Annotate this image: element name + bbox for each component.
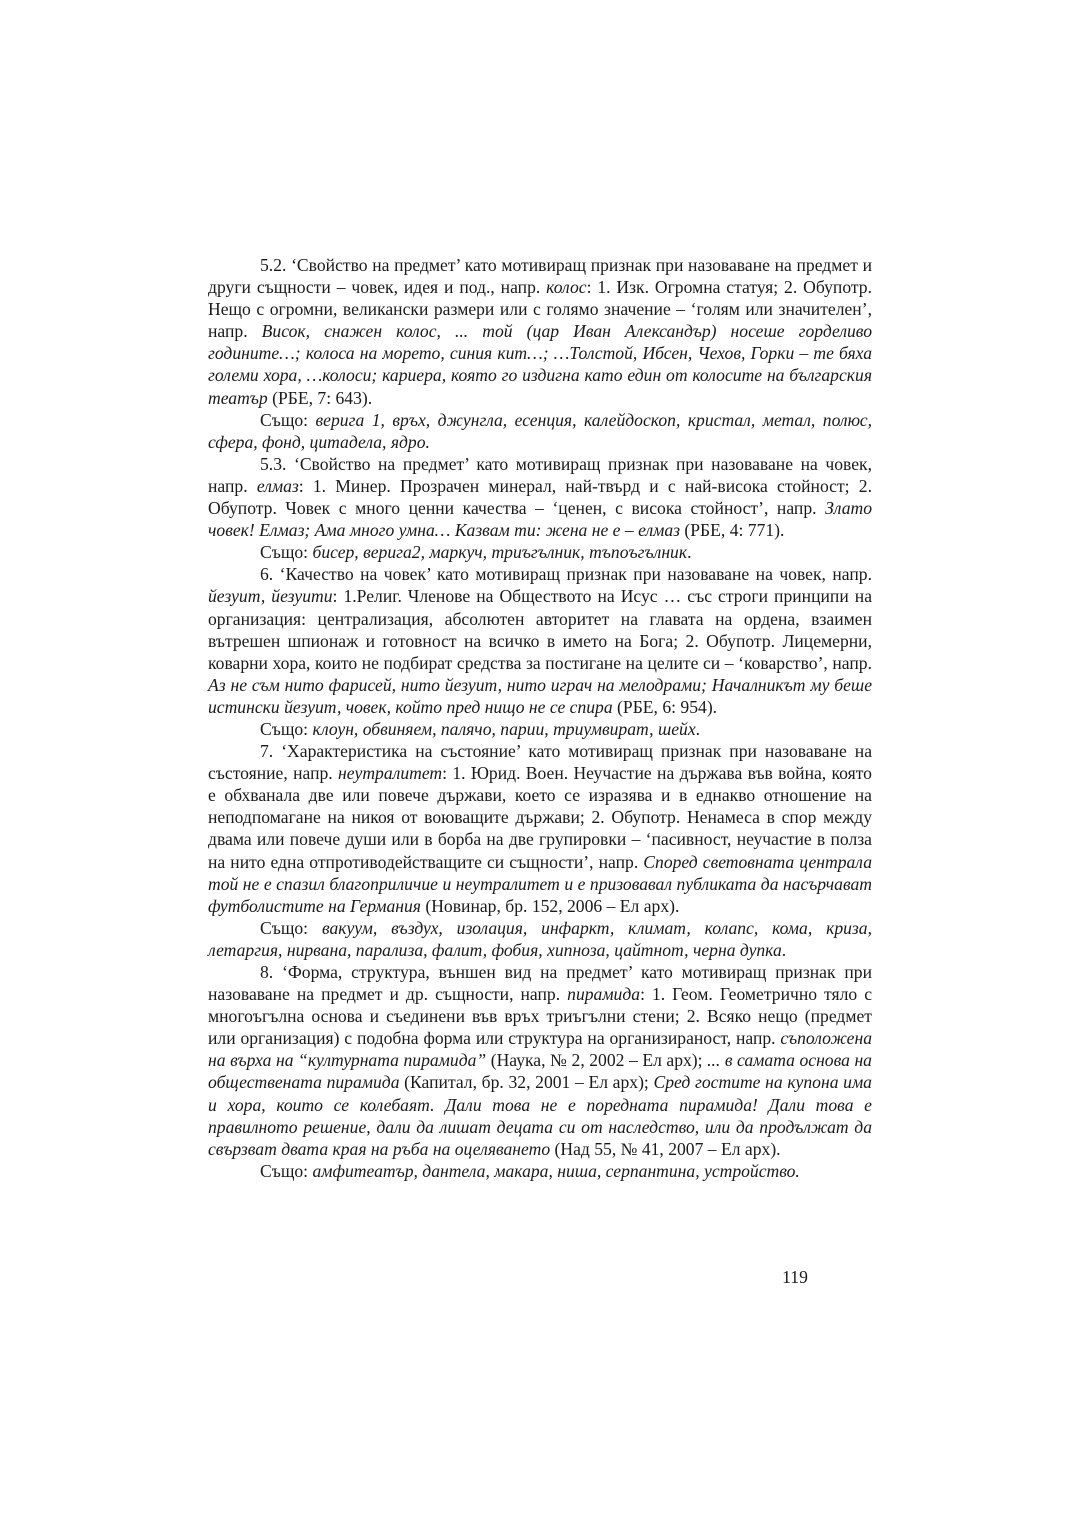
italic-text: колос	[546, 277, 587, 298]
italic-text: Злато човек! Елмаз; Ама много умна… Казвам ти: жена не е – елмаз	[208, 498, 872, 541]
paragraph-p-8	[208, 961, 872, 1160]
text-run: (Капитал, бр. 32, 2001 – Ел арх);	[399, 1072, 654, 1093]
italic-text: Аз не съм нито фарисей, нито йезуит, нито играч на мелодрами; Началникът му беше истински йезуит, човек, който пред нищо не се спира	[208, 674, 872, 717]
italic-text: неутралитет	[338, 763, 443, 784]
text-run: 8. ‘Форма, структура, външен вид на предмет’ като мотивиращ признак при назоваване на предмет и др. същности, напр.	[208, 962, 872, 1005]
paragraph-p-see-3	[208, 718, 872, 740]
paragraph-p-see-4	[208, 917, 872, 961]
text-run: Също:	[260, 409, 316, 430]
page-number: 119	[782, 1267, 808, 1287]
italic-text: ... в самата основа на обществената пирамида	[208, 1050, 872, 1093]
text-run: (Над 55, № 41, 2007 – Ел арх).	[550, 1138, 781, 1159]
italic-text: пирамида	[567, 984, 641, 1005]
text-run: 5.2. ‘Свойство на предмет’ като мотивиращ признак при назоваване на предмет и други същности – човек, идея и под., напр.	[208, 255, 872, 298]
paragraph-p-5-2	[208, 254, 872, 409]
text-run: (РБЕ, 7: 643).	[267, 387, 373, 408]
paragraph-p-see-1	[208, 409, 872, 453]
text-run: (РБЕ, 4: 771).	[680, 520, 785, 541]
italic-text: съположена на върха на “културната пирамида”	[208, 1028, 872, 1071]
text-run: : 1. Юрид. Воен. Неучастие на държава във война, която е обхванала две или повече държави, което се изразява и в еднакво отношение на неподпомагане на никоя от воюващите държави; 2. Обупотр. Ненамеса в спор между двама или повече души или в борба на две групировки – ‘пасивност, неучастие в полза на нито една отпротиводействащите си същности’, напр.	[208, 763, 872, 872]
text-run: : 1. Изк. Огромна статуя; 2. Обупотр. Нещо с огромни, великански размери или с голямо значение – ‘голям или значителен’, напр.	[208, 277, 872, 342]
text-run: : 1.Религ. Членове на Обществото на Исус … със строги принципи на организация: централизация, абсолютен авторитет на главата на ордена, взаимен вътрешен шпионаж и готовност на всичко в името на Бога; 2. Обупотр. Лицемерни, коварни хора, които не подбират средства за постигане на целите си – ‘коварство’, напр.	[208, 586, 873, 673]
text-run: (Новинар, бр. 152, 2006 – Ел арх).	[420, 895, 680, 916]
paragraph-p-see-5	[208, 1160, 872, 1182]
paragraph-p-6	[208, 563, 872, 718]
italic-text: клоун, обвиняем, палячо, парии, триумвират, шейх	[312, 718, 696, 739]
italic-text: йезуит, йезуити	[208, 586, 333, 607]
paragraph-p-7	[208, 740, 872, 917]
italic-text: Висок, снажен колос, ... той (цар Иван Александър) носеше горделиво годините…; колоса на морето, синия кит…; …Толстой, Ибсен, Чехов, Горки – те бяха големи хора, …колоси; кариера, която го издигна като един от колосите на българския театър	[208, 321, 872, 408]
paragraph-p-5-3	[208, 453, 872, 541]
text-run: .	[687, 542, 692, 563]
text-run: : 1. Минер. Прозрачен минерал, най-твърд и с най-висока стойност; 2. Обупотр. Човек с много ценни качества – ‘ценен, с висока стойност’, напр.	[208, 475, 872, 519]
text-run: Също:	[260, 1160, 313, 1181]
text-run: Също:	[260, 917, 322, 938]
text-run: 5.3. ‘Свойство на предмет’ като мотивиращ признак при назоваване на човек, напр.	[208, 453, 872, 496]
text-run: .	[781, 939, 787, 960]
text-run: 7. ‘Характеристика на състояние’ като мотивиращ признак при назоваване на състояние, напр.	[208, 741, 872, 784]
text-run: Също:	[260, 718, 313, 739]
text-run: .	[695, 718, 701, 739]
italic-text: вакуум, въздух, изолация, инфаркт, климат, колапс, кома, криза, летаргия, нирвана, парализа, фалит, фобия, хипноза, цайтнот, черна дупка	[208, 917, 872, 960]
paragraph-p-see-2	[208, 541, 872, 563]
italic-text: Според световната централа той не е спазил благоприличие и неутралитет и е призовавал публиката да насърчават футболистите на Германия	[208, 851, 872, 916]
text-run: (РБЕ, 6: 954).	[612, 696, 718, 717]
italic-text: бисер, верига2, маркуч, триъгълник, тъпоъгълник	[312, 542, 688, 563]
page-body	[208, 254, 872, 1182]
italic-text: амфитеатър, дантела, макара, ниша, серпантина, устройство.	[312, 1160, 800, 1181]
italic-text: верига 1, връх, джунгла, есенция, калейдоскоп, кристал, метал, полюс, сфера, фонд, цитадела, ядро.	[208, 409, 872, 452]
text-run: 6. ‘Качество на човек’ като мотивиращ признак при назоваване на човек, напр.	[260, 564, 872, 585]
text-run: Също:	[260, 542, 313, 563]
italic-text: Сред гостите на купона има и хора, които се колебаят. Дали това не е поредната пирамида! Дали това е правилното решение, дали да лишат децата си от наследство, или да продължат да свързват двата края на ръба на оцеляването	[208, 1072, 872, 1159]
italic-text: елмаз	[256, 475, 299, 496]
text-run: : 1. Геом. Геометрично тяло с многоъгълна основа и съединени във връх триъгълни стени; 2. Всяко нещо (предмет или организация) с подобна форма или структура на организираност, напр.	[208, 984, 872, 1049]
text-run: (Наука, № 2, 2002 – Ел арх);	[486, 1050, 708, 1071]
